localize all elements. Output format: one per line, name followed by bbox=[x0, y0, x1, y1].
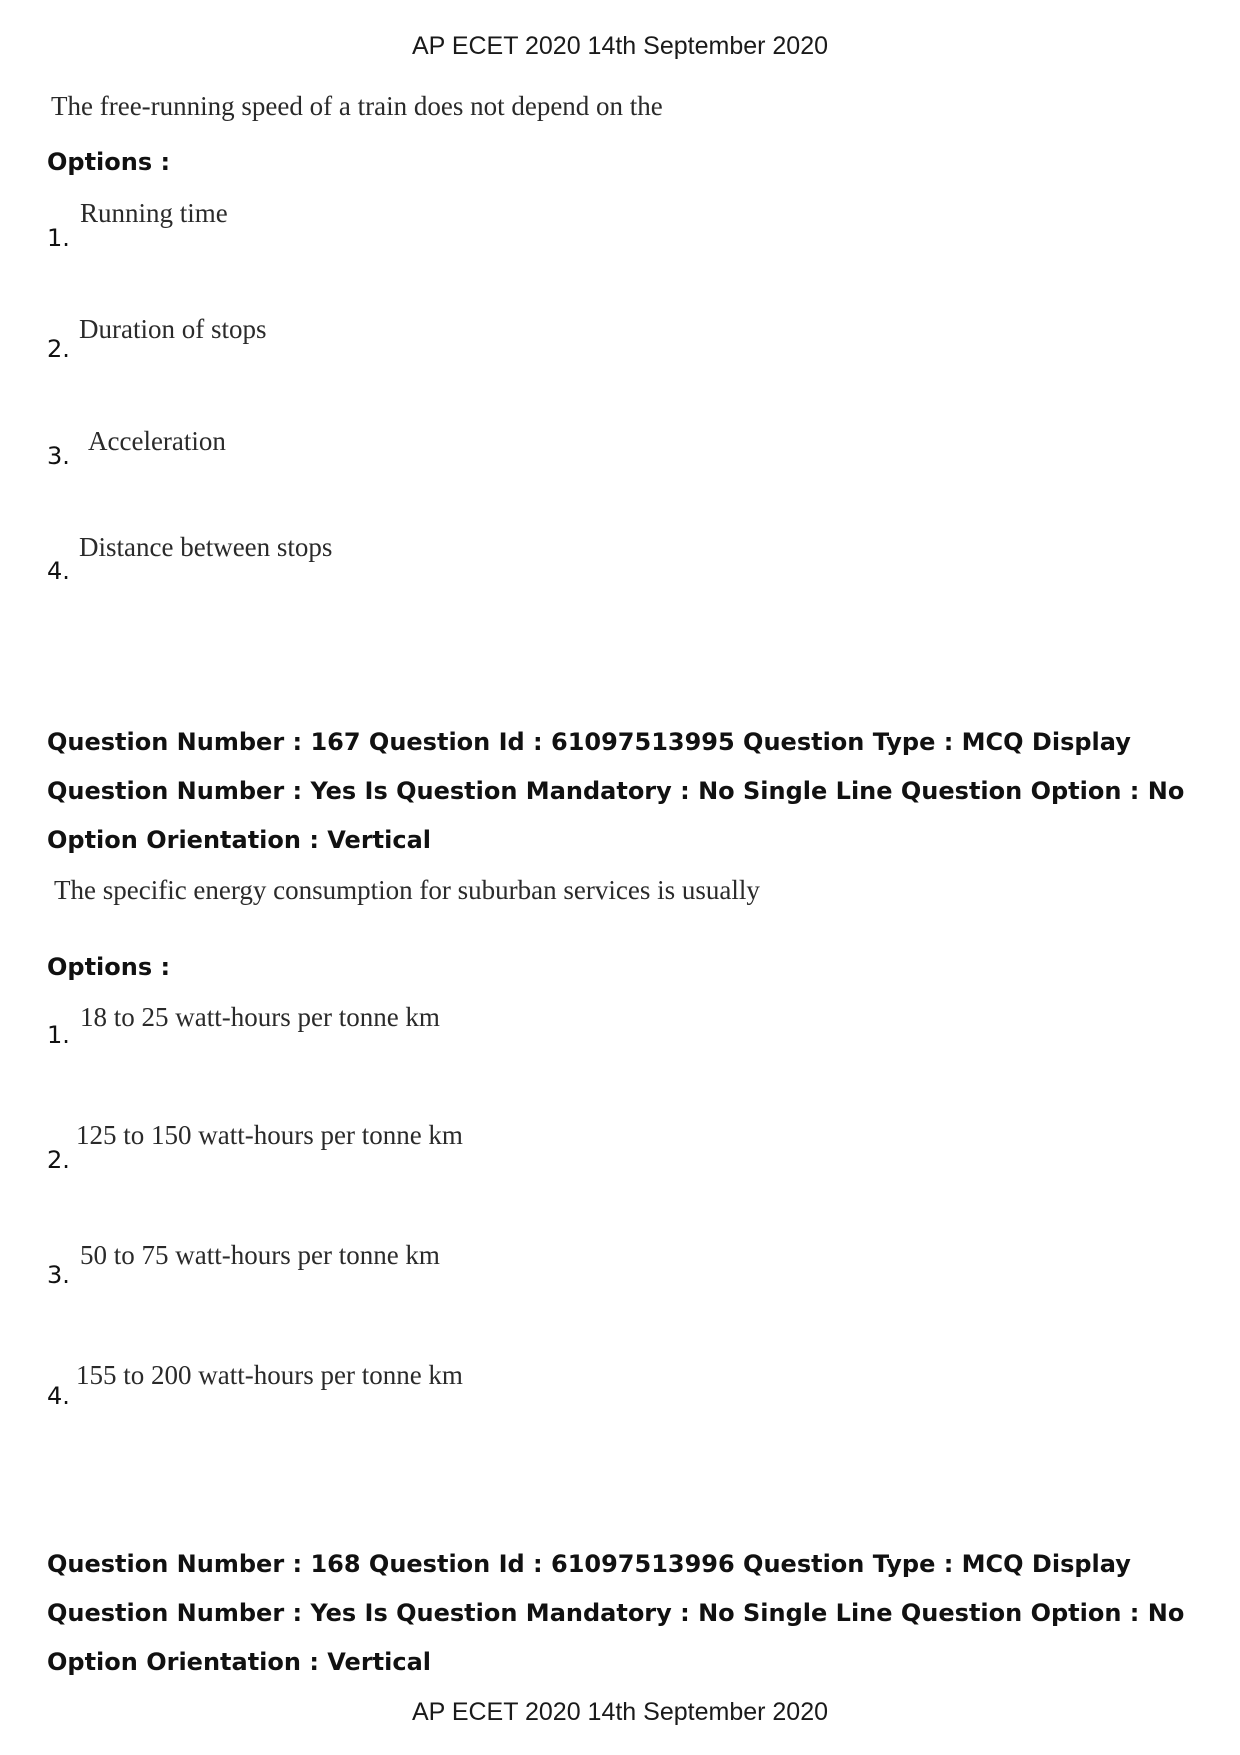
question-meta: Question Number : 168 Question Id : 61097513996 Question Type : MCQ Display Question Number : Yes Is Question Mandatory : No Single Line Question Option : No Option Orientation : Vertical bbox=[47, 1550, 1185, 1676]
option-number: 2. bbox=[47, 335, 70, 363]
option-text: Distance between stops bbox=[79, 532, 333, 562]
option-number: 4. bbox=[47, 1382, 70, 1410]
option-text: 155 to 200 watt-hours per tonne km bbox=[76, 1360, 463, 1390]
option-number: 1. bbox=[47, 224, 70, 252]
option-text: Acceleration bbox=[88, 426, 226, 456]
question-stem: The free-running speed of a train does not depend on the bbox=[51, 91, 663, 121]
option-text: 18 to 25 watt-hours per tonne km bbox=[80, 1002, 440, 1032]
option-text: Running time bbox=[80, 198, 228, 228]
option-number: 3. bbox=[47, 1261, 70, 1289]
option-number: 3. bbox=[47, 442, 70, 470]
page-footer: AP ECET 2020 14th September 2020 bbox=[411, 1698, 829, 1726]
option-text: Duration of stops bbox=[79, 314, 267, 344]
page-header: AP ECET 2020 14th September 2020 bbox=[411, 32, 829, 60]
question-stem: The specific energy consumption for suburban services is usually bbox=[54, 875, 760, 905]
option-text: 125 to 150 watt-hours per tonne km bbox=[76, 1120, 463, 1150]
option-number: 1. bbox=[47, 1021, 70, 1049]
question-meta: Question Number : 167 Question Id : 61097513995 Question Type : MCQ Display Question Number : Yes Is Question Mandatory : No Single Line Question Option : No Option Orientation : Vertical bbox=[47, 728, 1185, 854]
option-text: 50 to 75 watt-hours per tonne km bbox=[80, 1240, 440, 1270]
option-number: 4. bbox=[47, 557, 70, 585]
options-label: Options : bbox=[47, 148, 171, 176]
options-label: Options : bbox=[47, 953, 171, 981]
option-number: 2. bbox=[47, 1146, 70, 1174]
